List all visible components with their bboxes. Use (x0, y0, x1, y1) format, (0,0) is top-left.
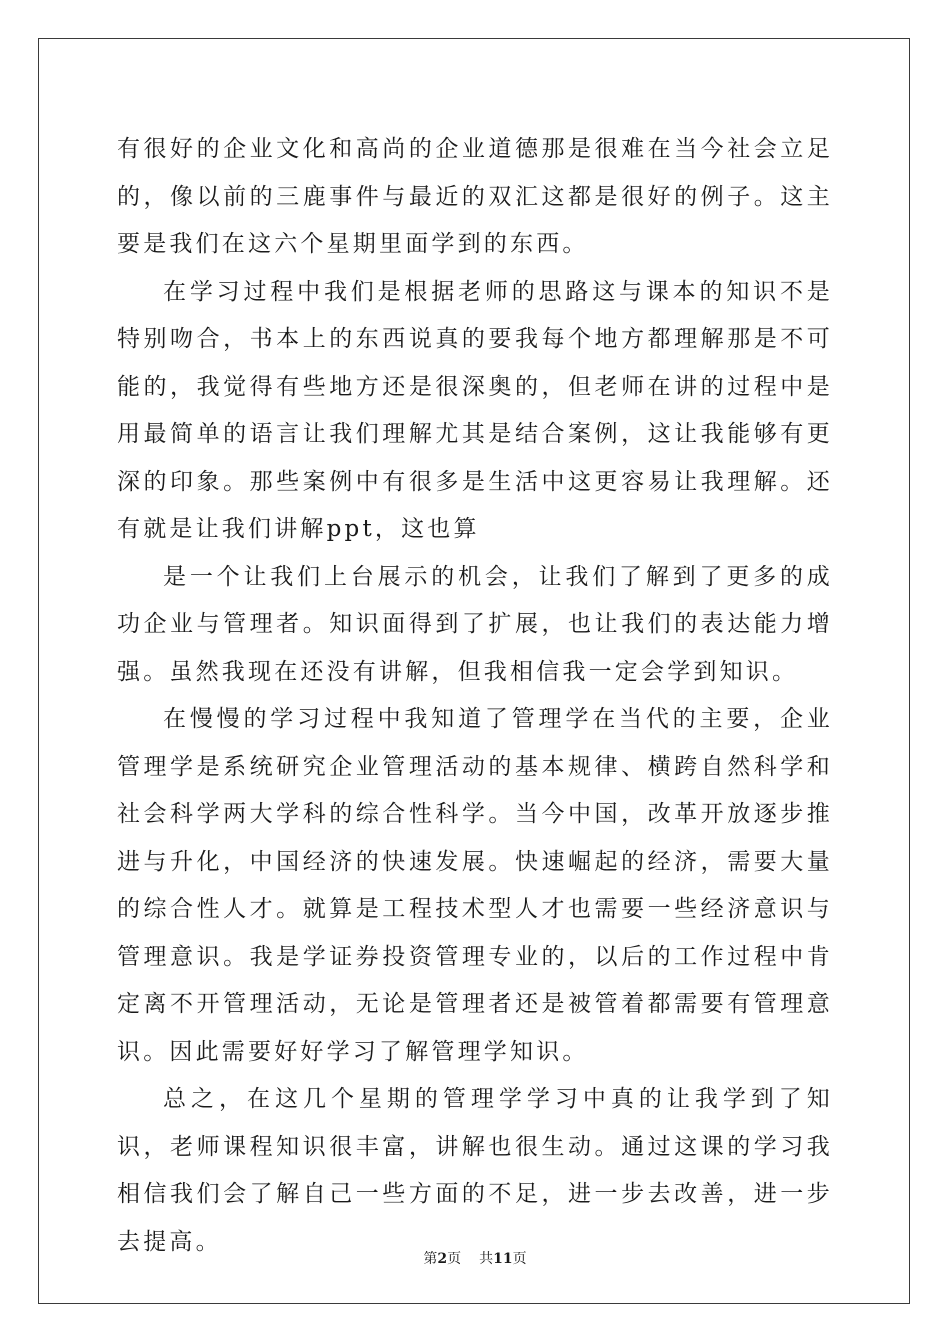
page-number: 2 (437, 1251, 448, 1267)
paragraph-4: 在慢慢的学习过程中我知道了管理学在当代的主要，企业管理学是系统研究企业管理活动的基本规律、横跨自然科学和社会科学两大学科的综合性科学。当今中国，改革开放逐步推进与升化，中国经济的快速发展。快速崛起的经济，需要大量的综合性人才。就算是工程技术型人才也需要一些经济意识与管理意识。我是学证券投资管理专业的，以后的工作过程中肯定离不开管理活动，无论是管理者还是被管着都需要有管理意识。因此需要好好学习了解管理学知识。 (117, 706, 833, 1065)
page-footer (0, 1248, 950, 1268)
total-pages: 11 (493, 1251, 513, 1267)
paragraph-5: 总之，在这几个星期的管理学学习中真的让我学到了知识，老师课程知识很丰富，讲解也很生动。通过这课的学习我相信我们会了解自己一些方面的不足，进一步去改善，进一步去提高。 (117, 1086, 833, 1255)
document-body (117, 126, 833, 1266)
paragraph-2: 在学习过程中我们是根据老师的思路这与课本的知识不是特别吻合，书本上的东西说真的要我每个地方都理解那是不可能的，我觉得有些地方还是很深奥的，但老师在讲的过程中是用最简单的语言让我们理解尤其是结合案例，这让我能够有更深的印象。那些案例中有很多是生活中这更容易让我理解。还有就是让我们讲解ppt，这也算 (117, 278, 833, 542)
paragraph-1: 有很好的企业文化和高尚的企业道德那是很难在当今社会立足的，像以前的三鹿事件与最近的双汇这都是很好的例子。这主要是我们在这六个星期里面学到的东西。 (117, 136, 833, 257)
total-suffix: 页 (512, 1251, 527, 1267)
paragraph-3: 是一个让我们上台展示的机会，让我们了解到了更多的成功企业与管理者。知识面得到了扩展，也让我们的表达能力增强。虽然我现在还没有讲解，但我相信我一定会学到知识。 (117, 563, 833, 685)
page-suffix: 页 (447, 1251, 462, 1267)
page-prefix: 第 (423, 1251, 438, 1267)
total-prefix: 共 (479, 1251, 494, 1267)
